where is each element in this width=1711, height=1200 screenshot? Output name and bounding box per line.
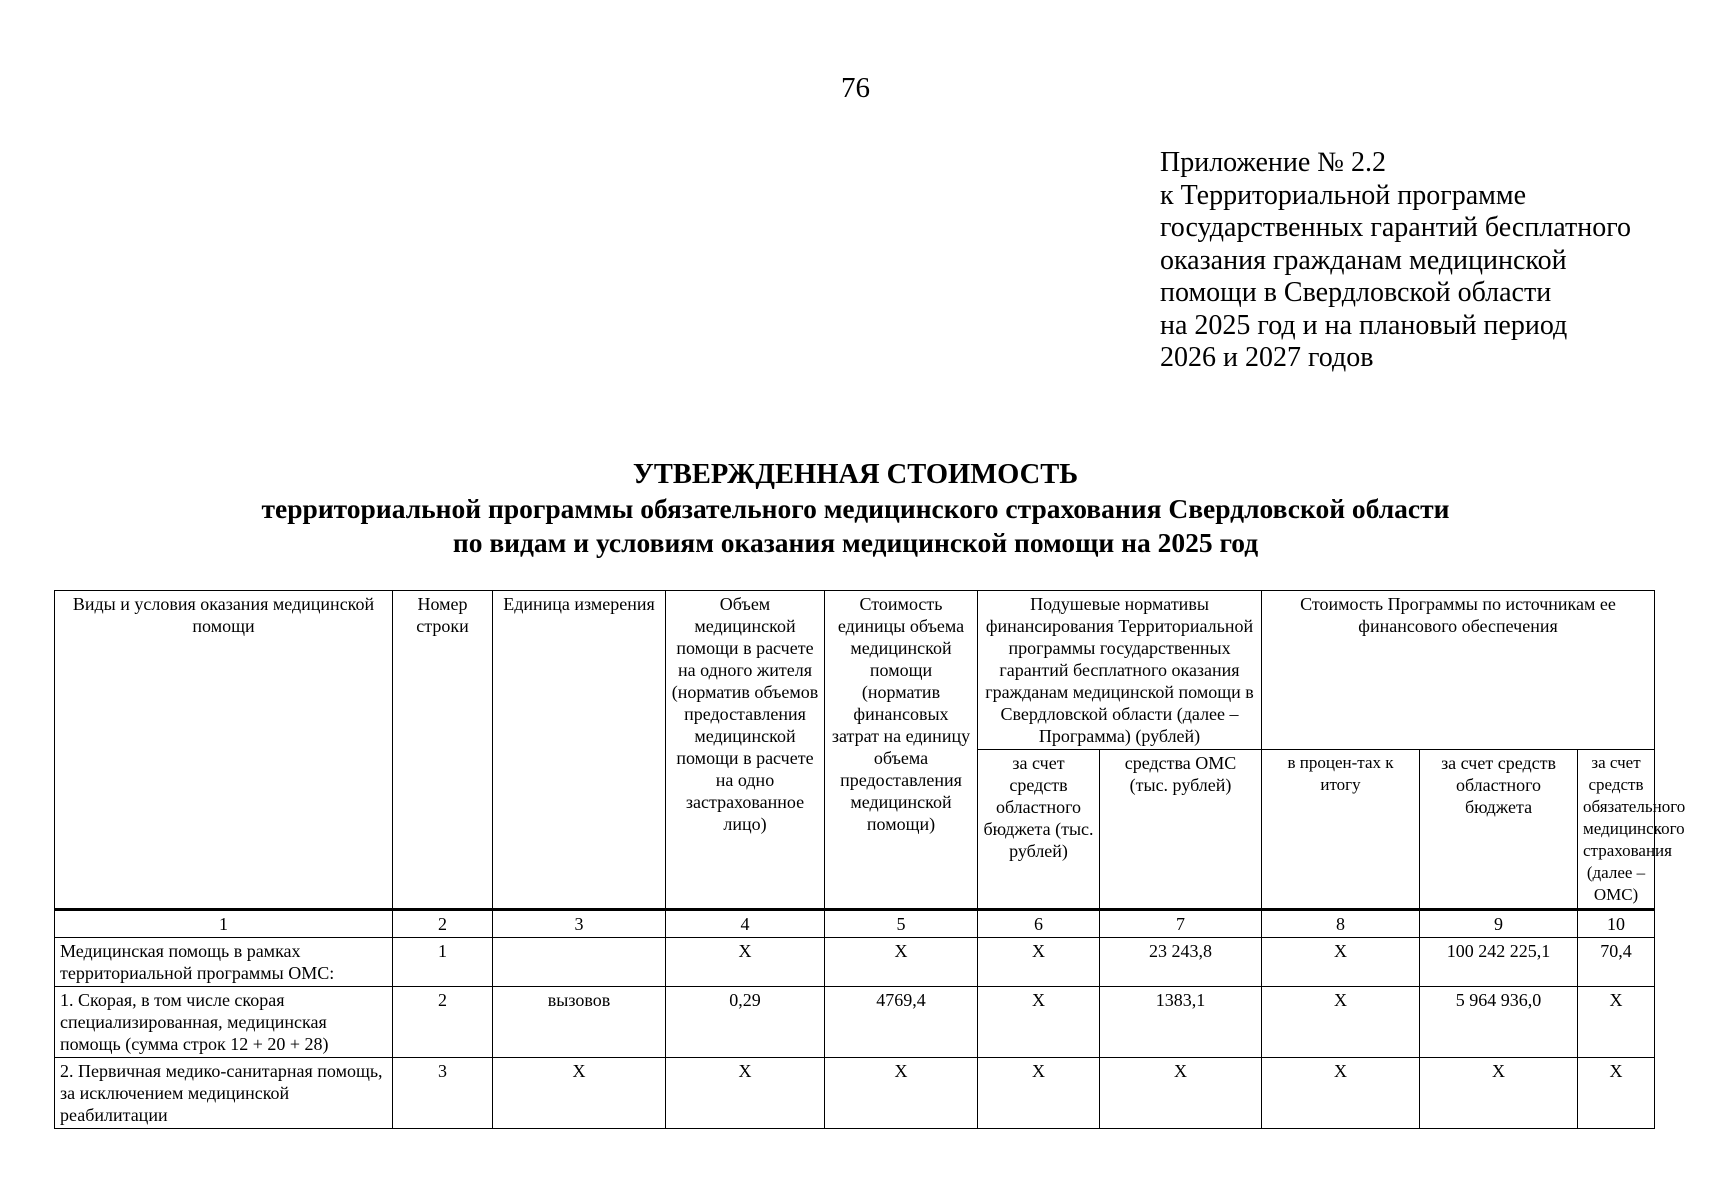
row-cost-percent: 70,4 [1578,938,1655,987]
annex-line: к Территориальной программе [1160,179,1527,211]
header-program-cost: Стоимость Программы по источникам ее финансового обеспечения [1262,591,1655,750]
table-row [55,1058,1655,1129]
header-kinds: Виды и условия оказания медицинской помощи [55,591,393,910]
row-label: 1. Скорая, в том числе скорая специализированная, медицинская помощь (сумма строк 12 + 20 + 28) [55,987,393,1058]
row-cost-percent: Х [1578,1058,1655,1129]
row-cost-oms: 100 242 225,1 [1420,938,1578,987]
header-per-capita-oms: за счет средств обязательного медицинского страхования (далее – ОМС) [1578,750,1655,910]
row-cost-oms: 5 964 936,0 [1420,987,1578,1058]
row-cost-budget: Х [1262,938,1420,987]
header-unit-cost: Стоимость единицы объема медицинской помощи (норматив финансовых затрат на единицу объема предоставления медицинской помощи) [825,591,978,910]
annex-line: на 2025 год и на плановый период [1160,309,1568,341]
annex-line: оказания гражданам медицинской [1160,244,1567,276]
table-row [55,987,1655,1058]
column-number: 9 [1420,910,1578,938]
row-volume: Х [666,1058,825,1129]
document-title [0,458,1711,560]
row-unit-cost: Х [825,938,978,987]
row-volume: Х [666,938,825,987]
cost-table [54,590,1686,1129]
header-row-number: Номер строки [393,591,493,910]
column-number: 5 [825,910,978,938]
row-cost-budget: Х [1262,1058,1420,1129]
header-cost-percent: в процен-тах к итогу [1262,750,1420,910]
header-per-capita-budget: за счет средств областного бюджета [1420,750,1578,910]
row-per-capita-oms: 1383,1 [1100,987,1262,1058]
annex-line: помощи в Свердловской области [1160,277,1552,308]
row-label: Медицинская помощь в рамках территориальной программы ОМС: [55,938,393,987]
row-unit [493,938,666,987]
column-number: 3 [493,910,666,938]
column-number: 2 [393,910,493,938]
row-per-capita-oms: 23 243,8 [1100,938,1262,987]
row-volume: 0,29 [666,987,825,1058]
annex-line: 2026 и 2027 годов [1160,342,1374,373]
row-number: 3 [393,1058,493,1129]
row-unit: вызовов [493,987,666,1058]
column-number: 8 [1262,910,1420,938]
row-unit-cost: 4769,4 [825,987,978,1058]
row-per-capita-budget: Х [978,987,1100,1058]
header-unit: Единица измерения [493,591,666,910]
header-volume: Объем медицинской помощи в расчете на одного жителя (норматив объемов предоставления медицинской помощи в расчете на одно застрахованное лицо) [666,591,825,910]
row-per-capita-budget: Х [978,938,1100,987]
column-number: 6 [978,910,1100,938]
row-number: 1 [393,938,493,987]
annex-line: государственных гарантий бесплатного [1160,212,1632,243]
row-cost-budget: Х [1262,987,1420,1058]
table-row [55,938,1655,987]
row-per-capita-oms: Х [1100,1058,1262,1129]
column-number: 10 [1578,910,1655,938]
column-number-row [55,910,1655,938]
page-number: 76 [841,72,870,104]
column-number: 4 [666,910,825,938]
row-unit-cost: Х [825,1058,978,1129]
annex-reference [1160,147,1631,375]
header-row-1 [55,591,1655,750]
header-cost-budget: за счет средств областного бюджета (тыс. рублей) [978,750,1100,910]
title-line-2: территориальной программы обязательного медицинского страхования Свердловской области [261,493,1450,524]
row-unit: Х [493,1058,666,1129]
row-cost-oms: Х [1420,1058,1578,1129]
column-number: 1 [55,910,393,938]
column-number: 7 [1100,910,1262,938]
header-per-capita: Подушевые нормативы финансирования Территориальной программы государственных гарантий бесплатного оказания гражданам медицинской помощи в Свердловской области (далее – Программа) (рублей) [978,591,1262,750]
header-cost-oms: средства ОМС (тыс. рублей) [1100,750,1262,910]
row-cost-percent: Х [1578,987,1655,1058]
row-label: 2. Первичная медико-санитарная помощь, за исключением медицинской реабилитации [55,1058,393,1129]
row-per-capita-budget: Х [978,1058,1100,1129]
row-number: 2 [393,987,493,1058]
title-line-3: по видам и условиям оказания медицинской помощи на 2025 год [452,527,1259,558]
title-line-1: УТВЕРЖДЕННАЯ СТОИМОСТЬ [632,459,1079,490]
annex-line: Приложение № 2.2 [1160,147,1386,178]
